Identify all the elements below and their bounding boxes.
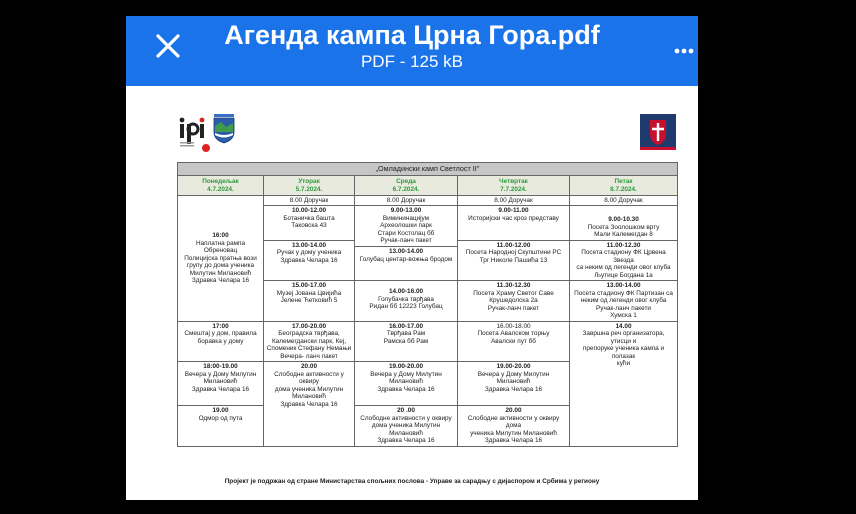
- breakfast-tuesday: 8.00 Доручак: [264, 196, 355, 206]
- tuesday-fortress-walk: 17.00-20.00 Београдска тврђава, Калемегдански парк, Кеј, Споменик Стефану Немањи Вечера- ланч пакет: [264, 321, 355, 361]
- day-header-tuesday: Уторак 5.7.2024.: [264, 176, 355, 196]
- monday-check-in: 17:00 Смештај у дом, правила боравка у дому: [178, 321, 264, 361]
- day-header-wednesday: Среда 6.7.2024.: [355, 176, 458, 196]
- camp-title: „Омладински камп Светлост II": [178, 163, 678, 176]
- friday-closing: 14.00 Завршна реч организатора, утисци и препоруке ученика кампа и полазак кући: [570, 321, 678, 446]
- friday-partizan-stadium: 13.00-14.00 Посета стадиону ФК Партизан са неким од легенди овог клуба Ручак-ланч пакети Хумска 1: [570, 281, 678, 321]
- breakfast-wednesday: 8.00 Доручак: [355, 196, 458, 206]
- file-info: PDF - 125 kB: [360, 52, 464, 71]
- breakfast-thursday: 8.00 Доручак: [458, 196, 570, 206]
- more-options-icon[interactable]: [674, 28, 694, 64]
- thursday-history-class: 9.00-11.00 Историјски час кроз представу: [458, 206, 570, 240]
- day-header-friday: Петак 8.7.2024.: [570, 176, 678, 196]
- thursday-free-activities: 20.00 Слободне активности у оквиру дома ученика Милутин Милановић Здравка Челара 16: [458, 406, 570, 446]
- day-header-monday: Понедељак 4.7.2024.: [178, 176, 264, 196]
- monday-arrival: 16:00 Наплатна рампа Обреновац Полицијска пратња вози групу до дома ученика Милутин Милановић Здравка Челара 16: [178, 196, 264, 322]
- more-options-dots: [674, 28, 694, 58]
- day-header-thursday: Четвртак 7.7.2024.: [458, 176, 570, 196]
- tuesday-botanical-garden: 10.00-12.00 Ботаничка башта Таковска 43: [264, 206, 355, 240]
- municipality-shield-logo: [212, 114, 236, 144]
- tuesday-lunch: 13.00-14.00 Ручак у дому ученика Здравка Челара 16: [264, 240, 355, 280]
- wednesday-golubac-fortress: 14.00-16.00 Голубачка тврђава Ридан бб 12223 Голубац: [355, 281, 458, 321]
- wednesday-golubac-boat: 13.00-14.00 Голубац центар-вожња бродом: [355, 247, 458, 281]
- friday-red-star-stadium: 11.00-12.30 Посета стадиону ФК Црвена Звезда са неким од легенди овог клуба Љутице Богдана 1а: [570, 240, 678, 280]
- breakfast-friday: 8.00 Доручак: [570, 196, 678, 206]
- tuesday-museum: 15.00-17.00 Музеј Јована Цвијића Јелене Ћетковић 5: [264, 281, 355, 321]
- agenda-table: [177, 162, 678, 447]
- footer-note: Пројект је подржан од стране Министарства спољних послова - Управе за сарадњу с дијаспором и Србима у региону: [224, 478, 600, 485]
- serbia-coat-of-arms-logo: [640, 114, 676, 150]
- pdf-page: [126, 86, 698, 500]
- wednesday-dinner: 19.00-20.00 Вечера у Дому Милутин Милановић Здравка Челара 16: [355, 362, 458, 406]
- wednesday-ram-fortress: 16.00-17.00 Тврђава Рам Рамска бб Рам: [355, 321, 458, 361]
- ipi-logo: [178, 114, 208, 148]
- friday-zoo: 9.00-10.30 Посета Зоолошком врту Мали Калемегдан 8: [570, 206, 678, 240]
- pdf-viewer-header: [126, 16, 698, 86]
- file-title: Агенда кампа Црна Гора.pdf: [224, 20, 600, 50]
- monday-dinner: 18:00-19.00 Вечера у Дому Милутин Милановић Здравка Челара 16: [178, 362, 264, 406]
- wednesday-viminacium: 9.00-13.00 Вимининацијум Археолошки парк Стари Костолац бб Ручак-ланч пакет: [355, 206, 458, 247]
- thursday-saint-sava-temple: 11.30-12.30 Посета Храму Светог Саве Крушедолска 2а Ручак-ланч пакет: [458, 281, 570, 321]
- tuesday-free-activities: 20.00 Слободне активности у оквиру дома ученика Милутин Милановић Здравка Челара 16: [264, 362, 355, 446]
- wednesday-free-activities: 20 .00 Слободне активности у оквиру дома ученика Милутин Милановић Здравка Челара 16: [355, 406, 458, 446]
- thursday-parliament: 11.00-12.00 Посета Народној Скупштини РС Трг Николе Пашића 13: [458, 240, 570, 280]
- thursday-dinner: 19.00-20.00 Вечера у Дому Милутин Милановић Здравка Челара 16: [458, 362, 570, 406]
- thursday-avala-tower: 16.00-18.00 Посета Авалском торњу Авалски пут бб: [458, 321, 570, 361]
- monday-rest: 19.00 Одмор од пута: [178, 406, 264, 446]
